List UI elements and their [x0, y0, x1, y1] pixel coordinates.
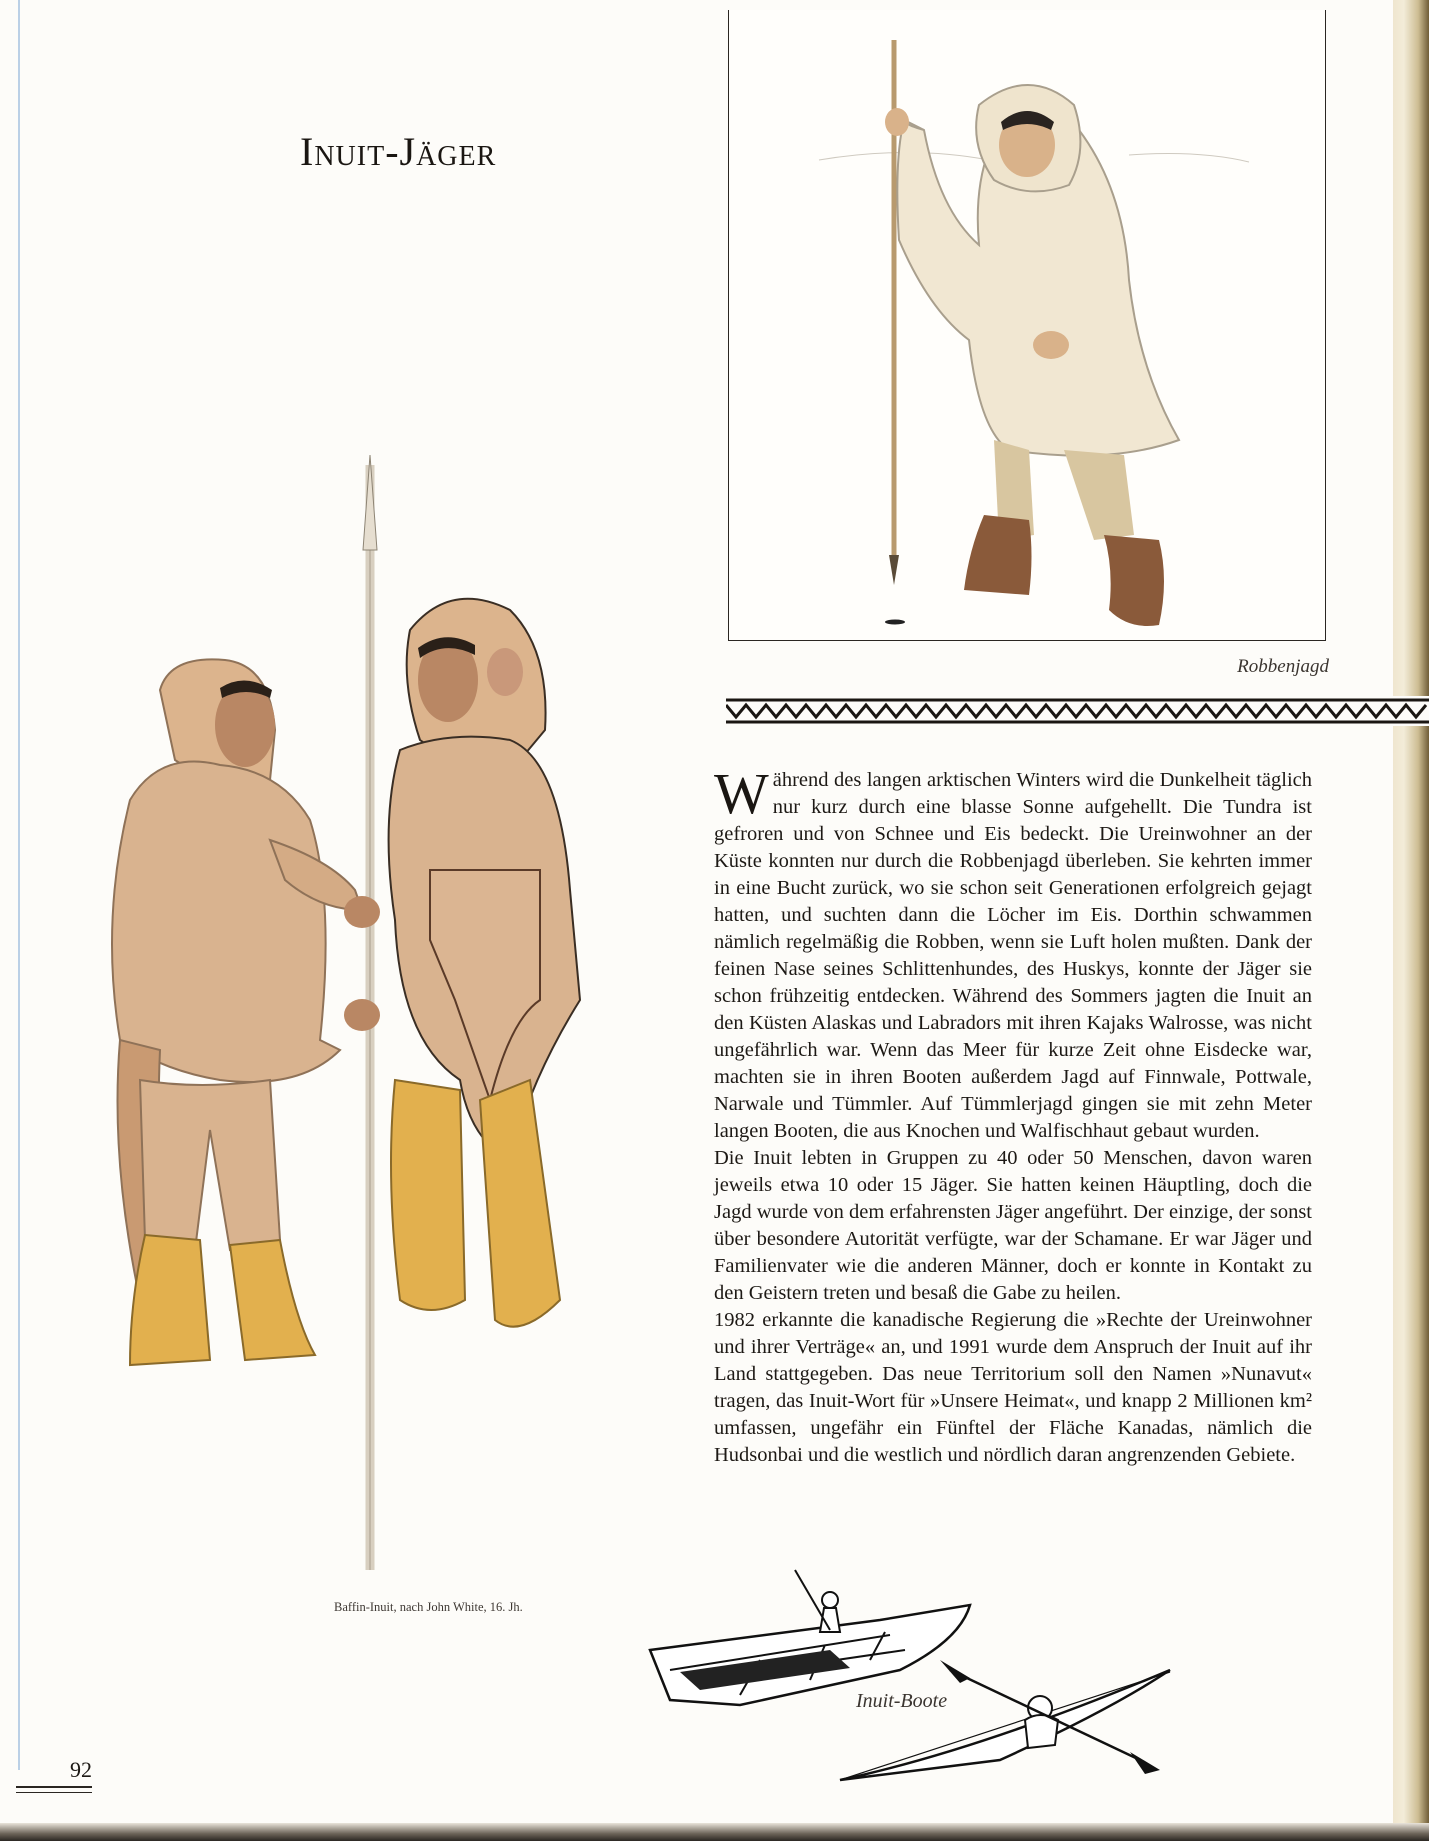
article-body: [714, 761, 1312, 1469]
page-bottom-edge: [0, 1823, 1429, 1841]
seal-hunter-drawing: [729, 10, 1325, 640]
robbenjagd-caption: Robbenjagd: [1237, 656, 1329, 677]
paragraph-1: [714, 761, 1312, 1145]
page-number: 92: [70, 1757, 92, 1782]
paragraph-2: Die Inuit lebten in Gruppen zu 40 oder 50 Menschen, davon waren jeweils etwa 10 oder 15 Jäger. Sie hatten keinen Häuptling, doch die Jagd wurde von dem erfahrensten Jäger angeführt. Der einzige, der sonst über besondere Autorität verfügte, war der Schamane. Er war Jäger und Familienvater wie die anderen Männer, doch er konnte in Kontakt zu den Geistern treten und besaß die Gabe zu heilen.: [714, 1147, 1312, 1304]
paragraph-1-text: ährend des langen arktischen Winters wird die Dunkelheit täglich nur kurz durch eine blasse Sonne aufgehellt. Die Tundra ist gefroren und von Schnee und Eis bedeckt. Die Ureinwohner an der Küste konnten nur durch die Robbenjagd überleben. Sie kehrten immer in eine Bucht zurück, wo sie schon seit Generationen erfolgreich gejagt hatten, und suchten dann die Löcher im Eis. Dorthin schwammen nämlich regelmäßig die Robben, wenn sie Luft holen mußten. Dank der feinen Nase seines Schlittenhundes, des Huskys, konnte der Jäger sie schon frühzeitig entdecken. Während des Sommers jagten die Inuit an den Küsten Alaskas und Labradors mit ihren Kajaks Walrosse, was nicht ungefährlich war. Wenn das Meer für kurze Zeit ohne Eisdecke war, machten sie in ihren Booten außerdem Jagd auf Finnwale, Pottwale, Narwale und Tümmler. Auf Tümmlerjagd gingen sie mit zehn Meter langen Booten, die aus Knochen und Walfischhaut gebaut wurden.: [714, 769, 1312, 1142]
baffin-inuit-illustration: [100, 440, 660, 1590]
robbenjagd-illustration: [728, 10, 1326, 641]
zigzag-ornament: [726, 696, 1429, 726]
umiak-and-kayak-drawing: [640, 1560, 1200, 1790]
binding-line: [18, 0, 20, 1770]
drop-cap: W: [714, 761, 769, 826]
baffin-inuit-caption: Baffin-Inuit, nach John White, 16. Jh.: [334, 1600, 523, 1614]
page-number-rule-thin: [16, 1792, 92, 1793]
inuit-boats-illustration: [640, 1560, 1200, 1790]
page-number-rule: [16, 1786, 92, 1788]
inuit-boote-caption: Inuit-Boote: [856, 1690, 948, 1712]
next-page-edge: [1393, 0, 1429, 1841]
page-title: Inuit-Jäger: [300, 129, 497, 174]
hunter-and-woman-drawing: [100, 440, 660, 1590]
paragraph-3: 1982 erkannte die kanadische Regierung die »Rechte der Ureinwohner und ihrer Verträge« an, und 1991 wurde dem Anspruch der Inuit auf ihr Land stattgegeben. Das neue Territorium soll den Namen »Nunavut« tragen, das Inuit-Wort für »Unsere Heimat«, und knapp 2 Millionen km² umfassen, ungefähr ein Fünftel der Fläche Kanadas, nämlich die Hudsonbai und die westlich und nördlich daran angrenzenden Gebiete.: [714, 1309, 1312, 1466]
